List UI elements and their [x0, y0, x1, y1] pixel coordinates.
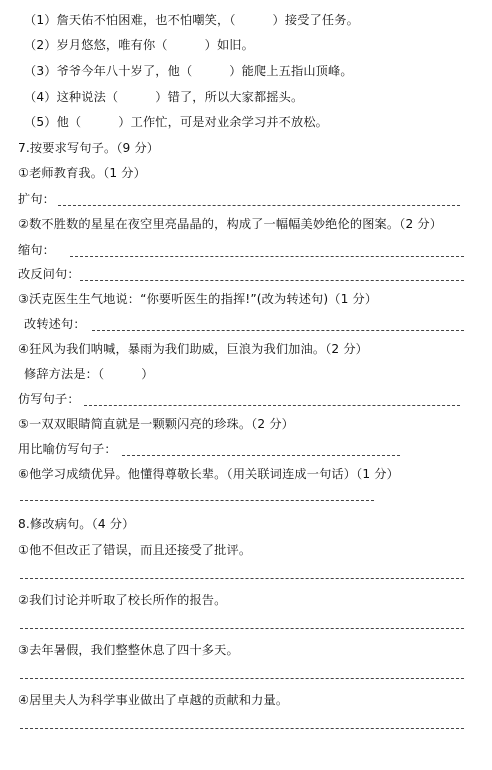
q7-s1-label: 扩句：: [18, 192, 56, 206]
q8-s4-answer-line[interactable]: [20, 728, 464, 729]
q7-s3-answer-line[interactable]: [92, 330, 464, 331]
q6-item-2: （2）岁月悠悠，唯有你（ ）如旧。: [24, 38, 254, 52]
q7-sentence-1: ①老师教育我。（1 分）: [18, 166, 146, 180]
q7-s3-label: 改转述句：: [24, 317, 86, 331]
q7-title: 7.按要求写句子。（9 分）: [18, 141, 160, 155]
q8-sentence-3: ③去年暑假，我们整整休息了四十多天。: [18, 643, 239, 657]
q8-sentence-2: ②我们讨论并听取了校长所作的报告。: [18, 593, 227, 607]
q7-s2-answer-line-a[interactable]: [70, 256, 464, 257]
q8-s1-answer-line[interactable]: [20, 578, 464, 579]
q8-s2-answer-line[interactable]: [20, 628, 464, 629]
q6-item-3: （3）爷爷今年八十岁了，他（ ）能爬上五指山顶峰。: [24, 64, 353, 78]
q7-s4-label-b: 仿写句子：: [18, 392, 80, 406]
q7-sentence-6: ⑥他学习成绩优异。他懂得尊敬长辈。（用关联词连成一句话）（1 分）: [18, 467, 399, 481]
q7-s4-label-a: 修辞方法是：（ ）: [24, 367, 154, 381]
q7-s5-label: 用比喻仿写句子：: [18, 442, 117, 456]
q7-s1-answer-line[interactable]: [58, 205, 460, 206]
q7-sentence-4: ④狂风为我们呐喊，暴雨为我们助威，巨浪为我们加油。（2 分）: [18, 342, 369, 356]
q7-s2-label-a: 缩句：: [18, 243, 56, 257]
q7-s5-answer-line[interactable]: [122, 455, 400, 456]
q6-item-4: （4）这种说法（ ）错了，所以大家都摇头。: [24, 90, 304, 104]
q7-s2-label-b: 改反问句：: [18, 267, 80, 281]
q7-s6-answer-line[interactable]: [20, 500, 374, 501]
q8-title: 8.修改病句。（4 分）: [18, 517, 135, 531]
q7-s2-answer-line-b[interactable]: [80, 280, 464, 281]
q8-s3-answer-line[interactable]: [20, 678, 464, 679]
q8-sentence-1: ①他不但改正了错误，而且还接受了批评。: [18, 543, 252, 557]
q8-sentence-4: ④居里夫人为科学事业做出了卓越的贡献和力量。: [18, 693, 289, 707]
q6-item-1: （1）詹天佑不怕困难，也不怕嘲笑，（ ）接受了任务。: [24, 13, 359, 27]
q7-sentence-5: ⑤一双双眼睛简直就是一颗颗闪亮的珍珠。（2 分）: [18, 417, 294, 431]
q6-item-5: （5）他（ ）工作忙，可是对业余学习并不放松。: [24, 115, 329, 129]
q7-s4-answer-line[interactable]: [84, 405, 460, 406]
q7-sentence-3: ③沃克医生生气地说：“你要听医生的指挥!”(改为转述句)（1 分）: [18, 292, 378, 306]
q7-sentence-2: ②数不胜数的星星在夜空里亮晶晶的，构成了一幅幅美妙绝伦的图案。（2 分）: [18, 217, 443, 231]
